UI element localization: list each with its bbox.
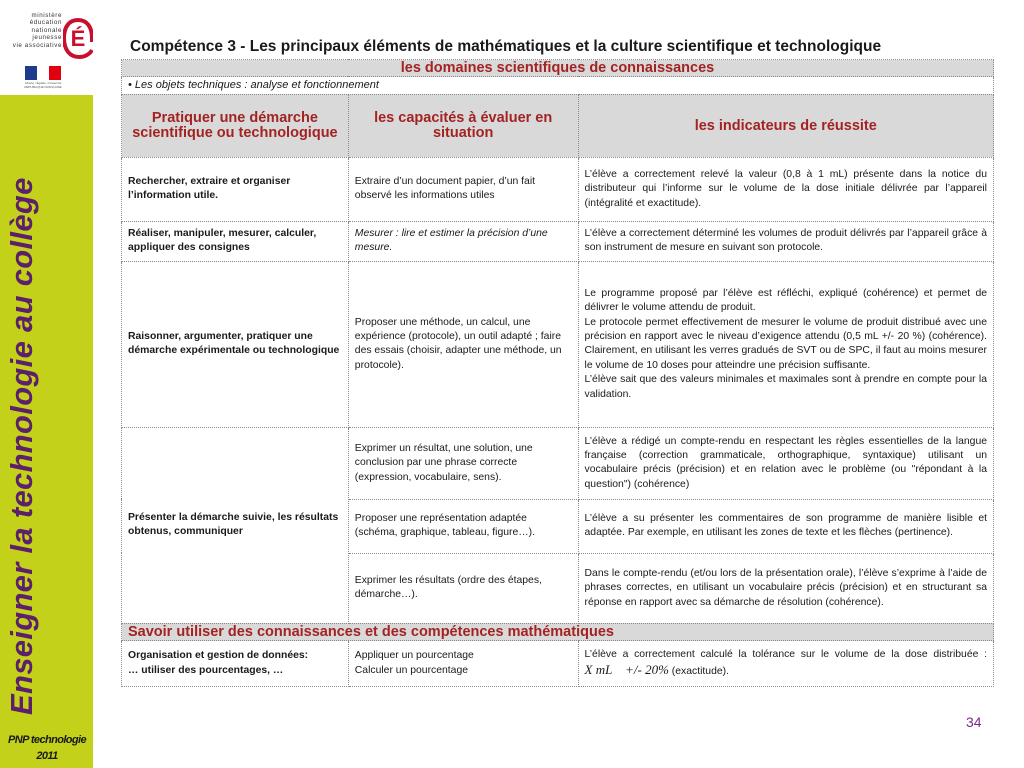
capacity-cell: Mesurer : lire et estimer la précision d’une mesure. [348,221,578,261]
competence-cell: Présenter la démarche suivie, les résultats obtenus, communiquer [122,427,349,623]
logo-letter: É [70,26,86,51]
indicator-cell [578,261,993,427]
competence-line: Organisation et gestion de données: [128,650,309,662]
competence-cell: Rechercher, extraire et organiser l’information utile. [122,157,349,221]
pnp-year: 2011 [36,750,58,762]
capacity-cell: Proposer une représentation adaptée (schéma, graphique, tableau, figure…). [348,499,578,553]
left-sidebar [0,0,93,768]
indicator-cell: Dans le compte-rendu (et/ou lors de la présentation orale), l’élève s’exprime à l’aide de phrases correctes, en utilisant un vocabulaire précis (précision) et en structurant sa réponse en rapport avec sa démarche de résolution (cohérence). [578,553,993,623]
indicator-cell: L’élève a correctement relevé la valeur (0,8 à 1 mL) présente dans la notice du distributeur qui l’informe sur le volume de la dose initiale délivrée par l’appareil (intégralité et exactitude). [578,157,993,221]
capacity-cell: Extraire d’un document papier, d’un fait observé les informations utiles [348,157,578,221]
vertical-title: Enseigner la technologie au collège [4,177,39,715]
table-row [122,221,994,261]
competence-cell: Raisonner, argumenter, pratiquer une démarche expérimentale ou technologique [122,261,349,427]
capacity-cell: Exprimer les résultats (ordre des étapes, démarche…). [348,553,578,623]
competence-line: … utiliser des pourcentages, … [128,664,284,676]
competence-cell [122,641,349,687]
indicator-paragraph: Le programme proposé par l’élève est réfléchi, expliqué (cohérence) et permet de délivrer le volume attendu de produit. [584,287,987,314]
band-row-top [122,60,994,77]
page-title: Compétence 3 - Les principaux éléments de mathématiques et la culture scientifique et technologique [130,38,882,55]
capacity-line: Appliquer un pourcentage [354,650,474,662]
table-row [122,261,994,427]
tolerance-formula: X mL +/- 20% [584,661,669,677]
indicator-cell: L’élève a correctement déterminé les volumes de produit délivrés par l’appareil grâce à son instrument de mesure en suivant son protocole. [578,221,993,261]
indicator-cell: L’élève a su présenter les commentaires de son programme de manière lisible et adaptée. Par exemple, en utilisant les zones de texte et les flèches (pertinence). [578,499,993,553]
header-row [122,94,994,157]
band-title-top: les domaines scientifiques de connaissances [122,60,994,77]
capacity-cell: Exprimer un résultat, une solution, une conclusion par une phrase correcte (expression, vocabulaire, sens). [348,427,578,499]
indicator-text: L’élève a correctement calculé la tolérance sur le volume de la dose distribuée : [584,649,987,661]
subheading: • Les objets techniques : analyse et fonctionnement [122,77,994,94]
competence-table [121,59,994,687]
indicator-paragraph: Le protocole permet effectivement de mesurer le volume de produit distribué avec une précision en rapport avec le niveau d’exigence attendu (0,5 mL +/- 20 %) (cohérence). Clairement, en utilisant les verres gradués de SVT ou de SPC, il faut au moins mesurer le volume de 10 doses pour atteindre une précision suffisante. [584,316,987,371]
column-header-2: les capacités à évaluer en situation [348,94,578,157]
indicator-paragraph: L’élève sait que des valeurs minimales et maximales sont à prendre en compte pour la validation. [584,374,987,400]
indicator-cell [578,641,993,687]
flag-caption: Liberté • Égalité • Fraternité RÉPUBLIQUE FRANÇAISE [24,81,62,89]
column-header-3: les indicateurs de réussite [578,94,993,157]
competence-cell: Réaliser, manipuler, mesurer, calculer, appliquer des consignes [122,221,349,261]
capacity-line: Calculer un pourcentage [354,664,469,676]
table-row [122,641,994,687]
indicator-tail: (exactitude). [671,665,729,677]
page-number: 34 [966,714,982,730]
column-header-1: Pratiquer une démarche scientifique ou technologique [122,94,349,157]
capacity-cell: Proposer une méthode, un calcul, une expérience (protocole), un outil adapté ; faire des essais (choisir, adapter une méthode, un protocole). [348,261,578,427]
indicator-cell: L’élève a rédigé un compte-rendu en respectant les règles essentielles de la langue française (correction grammaticale, orthographique, syntaxique) utilisant un vocabulaire précis (précision) et en relation avec le problème (ou "répondant à la question") (cohérence) [578,427,993,499]
table-row [122,427,994,499]
band-title-bottom: Savoir utiliser des connaissances et des compétences mathématiques [122,623,994,640]
capacity-cell [348,641,578,687]
table-row [122,157,994,221]
pnp-label: PNP technologie [8,734,86,746]
pnp-footer [2,730,92,762]
ministry-e-logo-icon [63,12,93,62]
subheading-row [122,77,994,94]
ministry-logo-text: ministère éducation nationale jeunesse vie associative [12,12,62,49]
band-row-bottom [122,623,994,640]
